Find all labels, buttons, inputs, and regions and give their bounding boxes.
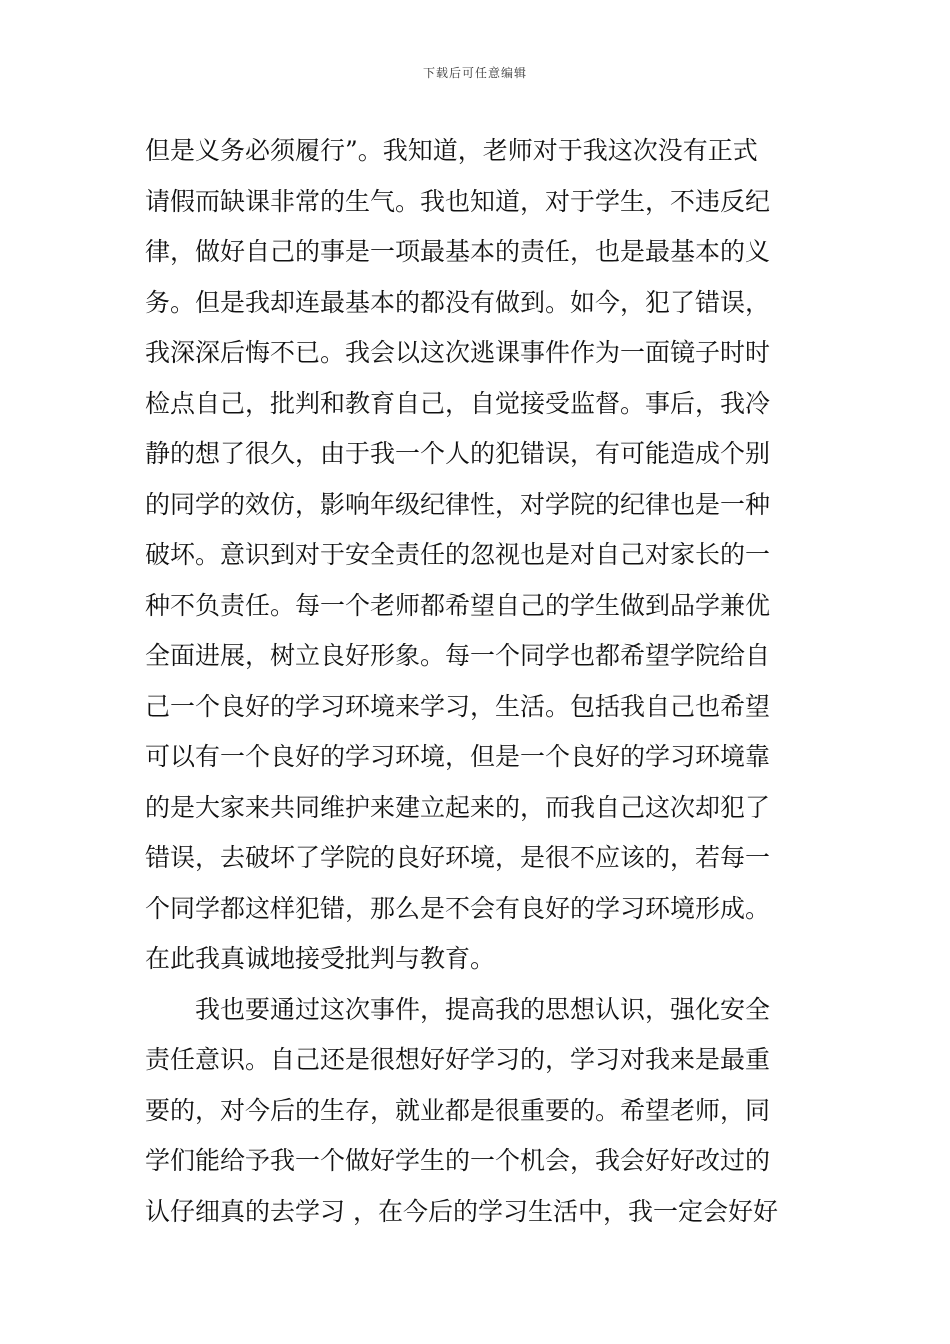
text-line: 种不负责任。每一个老师都希望自己的学生做到品学兼优: [145, 590, 771, 620]
text-line: 务。但是我却连最基本的都没有做到。如今，犯了错误，: [145, 287, 771, 317]
text-line: 错误，去破坏了学院的良好环境，是很不应该的，若每一: [145, 843, 771, 872]
text-line: 我深深后悔不已。我会以这次逃课事件作为一面镜子时时: [145, 338, 771, 367]
text-line: 可以有一个良好的学习环境，但是一个良好的学习环境靠: [145, 742, 771, 771]
text-line: 请假而缺课非常的生气。我也知道，对于学生，不违反纪: [145, 186, 771, 216]
text-line: 检点自己，批判和教育自己，自觉接受监督。事后，我冷: [145, 388, 771, 418]
text-line: 全面进展，树立良好形象。每一个同学也都希望学院给自: [145, 641, 771, 670]
text-line: 静的想了很久，由于我一个人的犯错误，有可能造成个别: [145, 439, 771, 468]
text-line: 的同学的效仿，影响年级纪律性，对学院的纪律也是一种: [145, 489, 771, 519]
text-line: 认仔细真的去学习 ，在今后的学习生活中，我一定会好好: [145, 1196, 778, 1226]
text-line: 学们能给予我一个做好学生的一个机会，我会好好改过的: [145, 1146, 771, 1175]
text-line: 要的，对今后的生存，就业都是很重要的。希望老师，同: [145, 1095, 771, 1125]
text-line: 但是义务必须履行”。我知道，老师对于我这次没有正式: [145, 136, 758, 165]
text-line: 破坏。意识到对于安全责任的忽视也是对自己对家长的一: [145, 540, 771, 569]
text-line: 律，做好自己的事是一项最基本的责任，也是最基本的义: [145, 237, 771, 266]
text-line: 在此我真诚地接受批判与教育。: [145, 944, 496, 973]
paragraph-start-line: 我也要通过这次事件，提高我的思想认识，强化安全: [195, 994, 771, 1024]
text-line: 己一个良好的学习环境来学习，生活。包括我自己也希望: [145, 691, 771, 721]
page-header: 下载后可任意编辑: [422, 66, 527, 80]
text-line: 责任意识。自己还是很想好好学习的，学习对我来是最重: [145, 1045, 771, 1074]
text-line: 个同学都这样犯错，那么是不会有良好的学习环境形成。: [145, 893, 771, 923]
document-body: [145, 126, 810, 1237]
text-line: 的是大家来共同维护来建立起来的，而我自己这次却犯了: [145, 792, 771, 822]
